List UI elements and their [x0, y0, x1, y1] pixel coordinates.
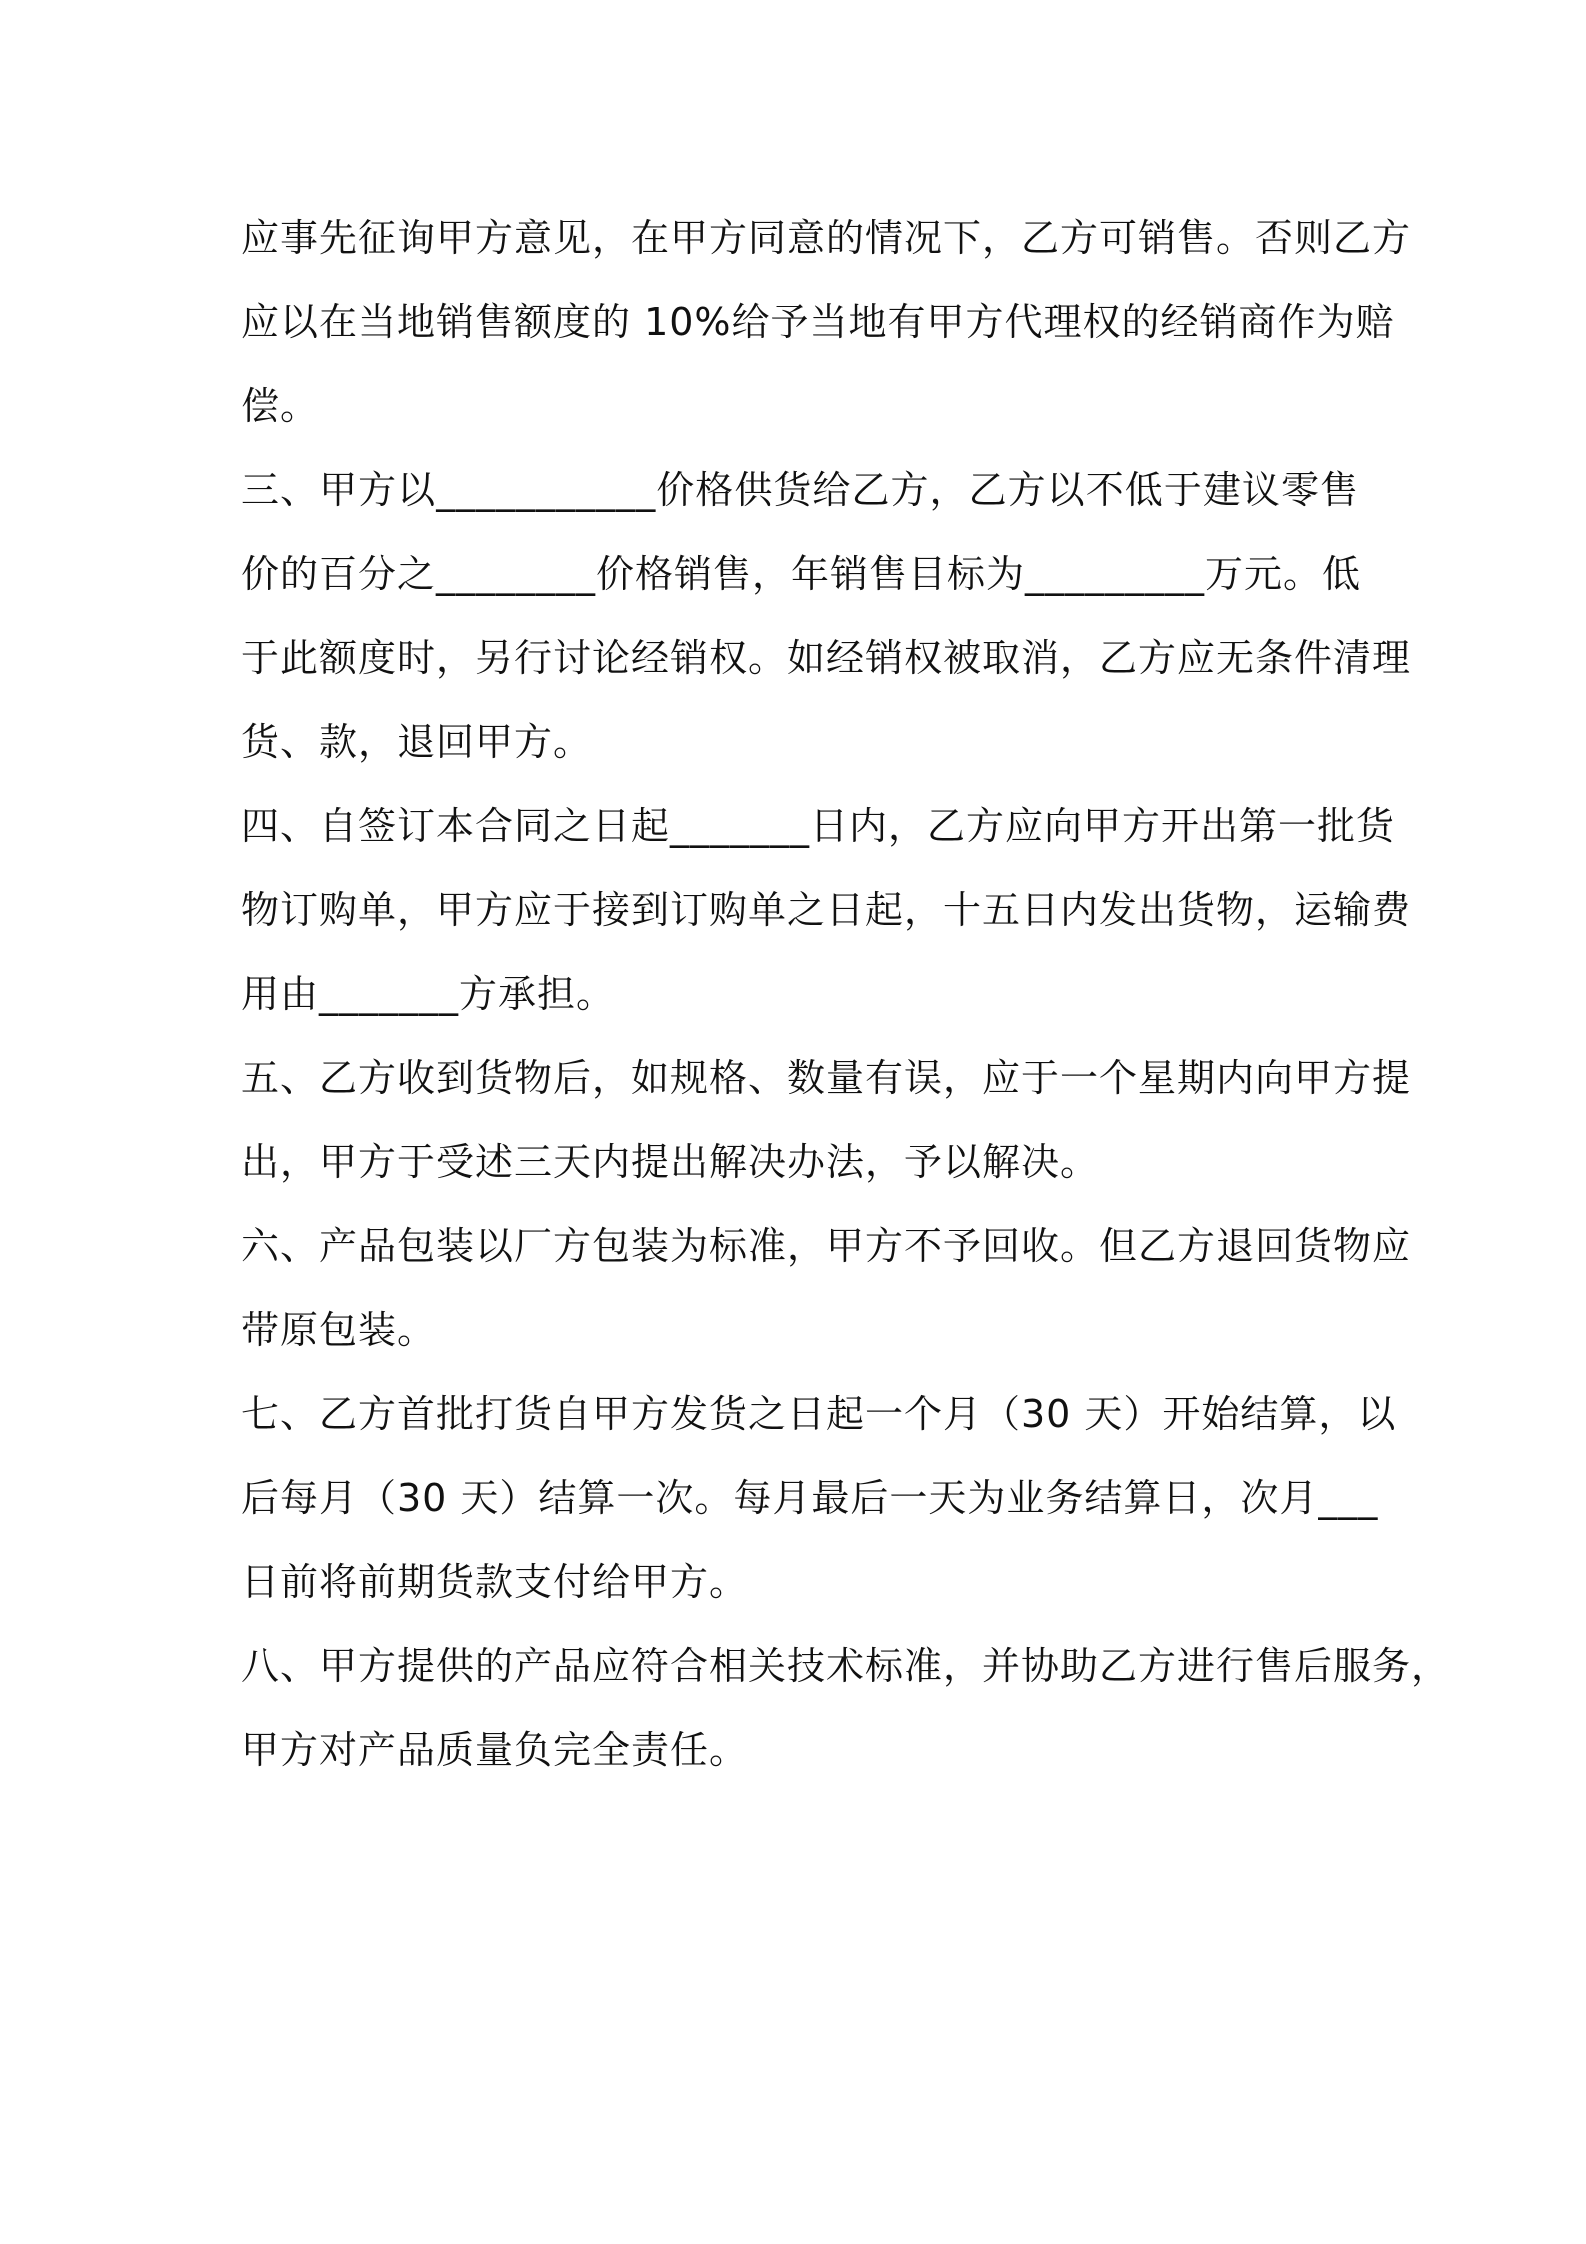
text-line: 日前将前期货款支付给甲方。 — [241, 1560, 749, 1604]
clause-8-line: 八、甲方提供的产品应符合相关技术标准，并协助乙方进行售后服务， — [241, 1644, 1451, 1688]
text-line: 用由_______方承担。 — [241, 972, 616, 1016]
text-line: 带原包装。 — [241, 1308, 437, 1352]
text-line: 物订购单，甲方应于接到订购单之日起，十五日内发出货物，运输费 — [241, 888, 1412, 932]
clause-6-line: 六、产品包装以厂方包装为标准，甲方不予回收。但乙方退回货物应 — [241, 1224, 1412, 1268]
text-line: 于此额度时，另行讨论经销权。如经销权被取消，乙方应无条件清理 — [241, 636, 1412, 680]
text-line: 应以在当地销售额度的 10%给予当地有甲方代理权的经销商作为赔 — [241, 300, 1395, 344]
text-line: 甲方对产品质量负完全责任。 — [241, 1728, 749, 1772]
text-line: 出，甲方于受述三天内提出解决办法，予以解决。 — [241, 1140, 1100, 1184]
clause-5-line: 五、乙方收到货物后，如规格、数量有误，应于一个星期内向甲方提 — [241, 1056, 1412, 1100]
contract-text — [241, 196, 1451, 1792]
text-line: 价的百分之________价格销售，年销售目标为_________万元。低 — [241, 552, 1362, 596]
text-line: 后每月（30 天）结算一次。每月最后一天为业务结算日，次月___ — [241, 1476, 1379, 1520]
text-line: 偿。 — [241, 384, 320, 428]
text-line: 货、款，退回甲方。 — [241, 720, 593, 764]
clause-7-line: 七、乙方首批打货自甲方发货之日起一个月（30 天）开始结算，以 — [241, 1392, 1397, 1436]
text-line: 应事先征询甲方意见，在甲方同意的情况下，乙方可销售。否则乙方 — [241, 216, 1412, 260]
clause-4-line: 四、自签订本合同之日起_______日内，乙方应向甲方开出第一批货 — [241, 804, 1396, 848]
clause-3-line: 三、甲方以___________价格供货给乙方，乙方以不低于建议零售 — [241, 468, 1359, 512]
